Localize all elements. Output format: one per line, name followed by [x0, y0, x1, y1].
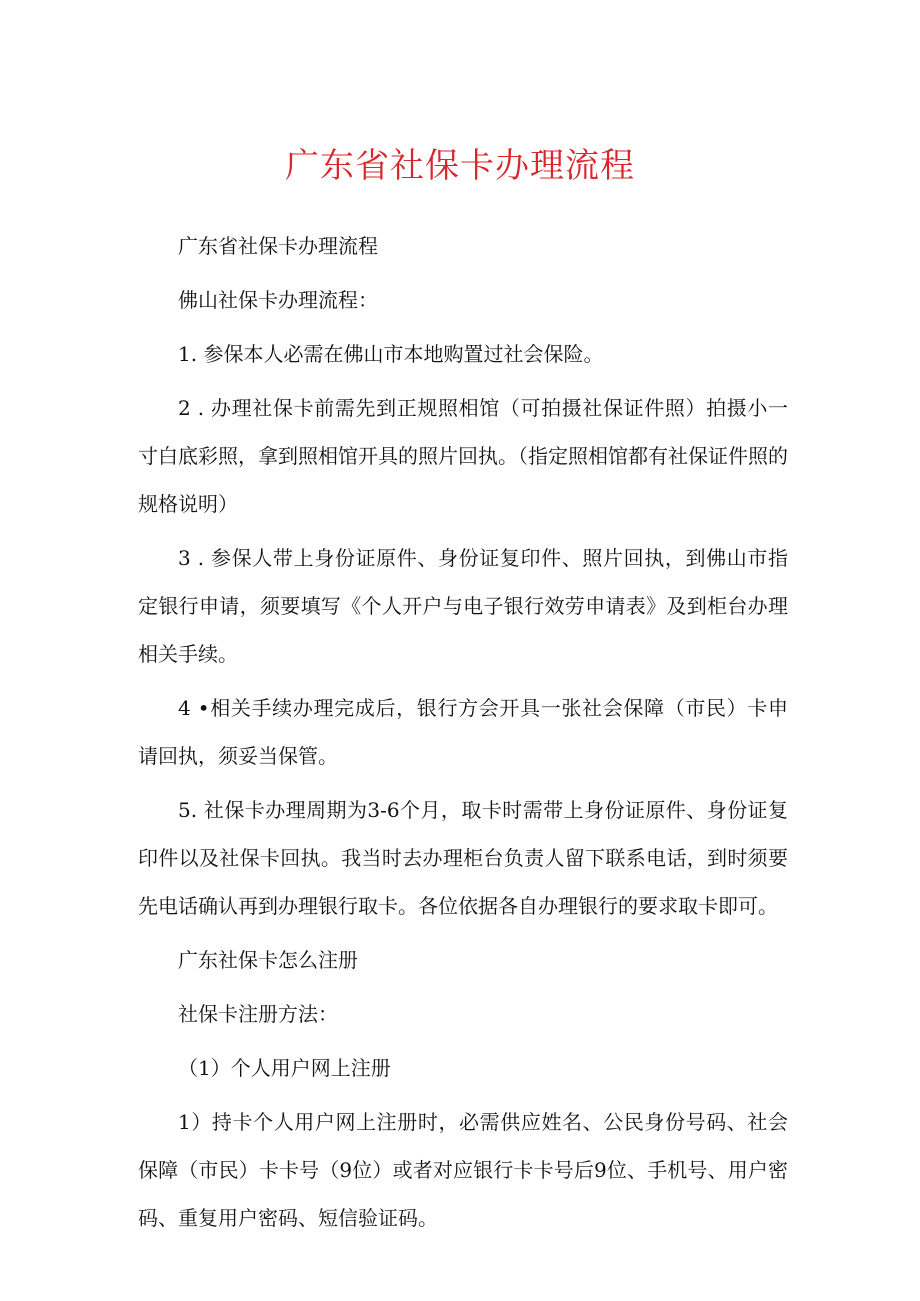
paragraph-online-register-detail: 1）持卡个人用户网上注册时，必需供应姓名、公民身份号码、社会保障（市民）卡卡号（9位）或者对应银行卡卡号后9位、手机号、用户密码、重复用户密码、短信验证码。 [138, 1110, 788, 1230]
paragraph-register-method: 社保卡注册方法： [178, 1002, 338, 1026]
paragraph-step-1: 1. 参保本人必需在佛山市本地购置过社会保险。 [178, 342, 604, 366]
paragraph-subtitle: 广东省社保卡办理流程 [178, 234, 378, 258]
paragraph-foshan-heading: 佛山社保卡办理流程： [178, 288, 378, 312]
paragraph-register-heading: 广东社保卡怎么注册 [178, 948, 358, 972]
paragraph-online-register: （1）个人用户网上注册 [178, 1056, 391, 1080]
document-body [138, 222, 788, 1248]
paragraph-step-3: 3 . 参保人带上身份证原件、身份证复印件、照片回执，到佛山市指定银行申请，须要填写《个人开户与电子银行效劳申请表》及到柜台办理相关手续。 [138, 546, 788, 666]
paragraph-step-5: 5. 社保卡办理周期为3-6个月，取卡时需带上身份证原件、身份证复印件以及社保卡回执。我当时去办理柜台负责人留下联系电话，到时须要先电话确认再到办理银行取卡。各位依据各自办理银行的要求取卡即可。 [138, 798, 788, 918]
paragraph-step-2: 2 . 办理社保卡前需先到正规照相馆（可拍摄社保证件照）拍摄小一寸白底彩照，拿到照相馆开具的照片回执。（指定照相馆都有社保证件照的规格说明） [138, 396, 788, 516]
paragraph-step-4: 4 •相关手续办理完成后，银行方会开具一张社会保障（市民）卡申请回执，须妥当保管。 [138, 696, 788, 768]
page-title: 广东省社保卡办理流程 [285, 146, 635, 186]
